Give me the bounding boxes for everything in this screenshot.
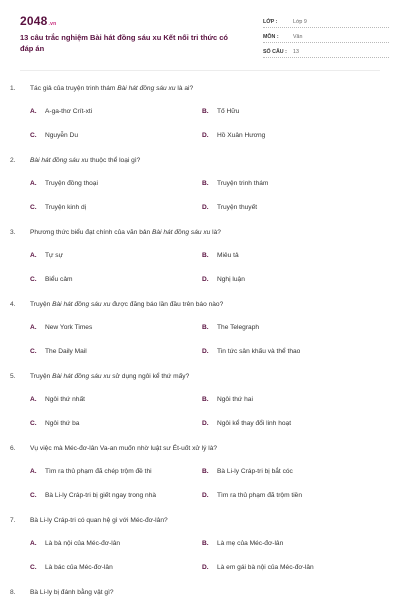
- question-item: [10, 154, 390, 226]
- option-text: The Telegraph: [217, 323, 260, 331]
- logo-suffix: .vn: [48, 21, 57, 27]
- question-number: 4.: [10, 300, 16, 308]
- option-text: The Daily Mail: [45, 347, 87, 355]
- option-letter: D.: [202, 419, 209, 427]
- option-text: Là mẹ của Méc-đơ-lân: [217, 539, 284, 547]
- answer-option[interactable]: [202, 561, 374, 573]
- option-letter: B.: [202, 395, 209, 403]
- option-letter: C.: [30, 347, 37, 355]
- answer-option[interactable]: [202, 489, 374, 501]
- question-number: 1.: [10, 84, 16, 92]
- option-text: Tự sự: [45, 251, 63, 259]
- question-body: [30, 373, 189, 380]
- answer-options: [30, 105, 390, 141]
- answer-option[interactable]: [202, 177, 374, 189]
- option-letter: C.: [30, 275, 37, 283]
- option-letter: C.: [30, 131, 37, 139]
- answer-option[interactable]: [30, 489, 202, 501]
- option-letter: A.: [30, 467, 37, 475]
- answer-option[interactable]: [30, 129, 202, 141]
- answer-option[interactable]: [202, 417, 374, 429]
- option-text: Ngôi thứ ba: [45, 419, 80, 427]
- option-text: Là em gái bà nội của Méc-đơ-lân: [217, 563, 314, 571]
- answer-option[interactable]: [202, 321, 374, 333]
- answer-option[interactable]: [30, 345, 202, 357]
- question-body-part: Phương thức biểu đạt chính của văn bản: [30, 228, 153, 236]
- option-text: Miêu tả: [217, 251, 239, 259]
- question-work-title: Bài hát đồng sáu xu: [152, 228, 211, 236]
- option-letter: A.: [30, 539, 37, 547]
- option-text: Nghị luận: [217, 275, 245, 283]
- option-text: Tìm ra thủ phạm đã chép trộm đề thi: [45, 467, 152, 475]
- question-text: [10, 226, 390, 238]
- option-letter: B.: [202, 323, 209, 331]
- option-text: A-ga-thơ Crít-xti: [45, 107, 93, 115]
- answer-option[interactable]: [30, 177, 202, 189]
- question-text: [10, 298, 390, 310]
- option-text: Bà Li-ly Cráp-tri bị giết ngay trong nhà: [45, 491, 157, 499]
- question-body-part: Tác giả của truyện trinh thám: [30, 84, 118, 92]
- option-letter: C.: [30, 203, 37, 211]
- answer-option[interactable]: [30, 201, 202, 213]
- option-text: Ngôi thứ hai: [217, 395, 253, 403]
- option-letter: C.: [30, 563, 37, 571]
- question-list: [10, 82, 390, 600]
- question-body-part: Truyện: [30, 372, 53, 380]
- option-text: Tìm ra thủ phạm đã trộm tiền: [217, 491, 303, 499]
- question-body: [30, 589, 114, 596]
- option-letter: B.: [202, 251, 209, 259]
- option-letter: D.: [202, 275, 209, 283]
- option-letter: A.: [30, 251, 37, 259]
- meta-key: LỚP :: [263, 19, 278, 25]
- option-text: Ngôi thứ nhất: [45, 395, 85, 403]
- question-body-part: Truyện: [30, 300, 53, 308]
- option-letter: D.: [202, 347, 209, 355]
- question-number: 7.: [10, 516, 16, 524]
- option-text: Là bà nội của Méc-đơ-lân: [45, 539, 121, 547]
- question-item: [10, 370, 390, 442]
- answer-option[interactable]: [30, 465, 202, 477]
- answer-option[interactable]: [30, 561, 202, 573]
- question-text: [10, 370, 390, 382]
- answer-option[interactable]: [30, 417, 202, 429]
- question-body-part: được đăng báo lần đầu trên báo nào?: [110, 300, 224, 308]
- question-number: 8.: [10, 588, 16, 596]
- option-letter: B.: [202, 467, 209, 475]
- option-letter: D.: [202, 131, 209, 139]
- question-body-part: Vụ việc mà Méc-đơ-lân Va-an muốn nhờ luật sư Ét-uốt xử lý là?: [30, 444, 218, 452]
- question-body-part: là ai?: [175, 84, 194, 92]
- meta-row-count: [263, 43, 389, 58]
- question-item: [10, 82, 390, 154]
- answer-option[interactable]: [30, 537, 202, 549]
- meta-key: MÔN :: [263, 34, 279, 40]
- question-number: 5.: [10, 372, 16, 380]
- answer-option[interactable]: [202, 345, 374, 357]
- meta-row-subject: [263, 28, 389, 43]
- option-letter: C.: [30, 491, 37, 499]
- option-letter: A.: [30, 107, 37, 115]
- question-body: [30, 301, 223, 308]
- answer-option[interactable]: [30, 249, 202, 261]
- question-number: 2.: [10, 156, 16, 164]
- question-body-part: là?: [210, 228, 221, 236]
- site-logo[interactable]: [20, 14, 56, 28]
- meta-value: Văn: [293, 34, 303, 40]
- answer-option[interactable]: [30, 105, 202, 117]
- meta-value: Lớp 9: [293, 19, 307, 25]
- option-letter: B.: [202, 179, 209, 187]
- question-text: [10, 442, 390, 454]
- answer-option[interactable]: [202, 201, 374, 213]
- answer-option[interactable]: [202, 129, 374, 141]
- answer-option[interactable]: [202, 465, 374, 477]
- answer-option[interactable]: [30, 393, 202, 405]
- option-letter: A.: [30, 395, 37, 403]
- question-body: [30, 157, 140, 164]
- answer-option[interactable]: [202, 393, 374, 405]
- question-body: [30, 445, 217, 452]
- question-number: 6.: [10, 444, 16, 452]
- option-text: Bà Li-ly Cráp-tri bị bắt cóc: [217, 467, 293, 475]
- header: [10, 0, 390, 76]
- question-body-part: Bà Li-ly Cráp-tri có quan hệ gì với Méc-đơ-lân?: [30, 516, 168, 524]
- question-body: [30, 517, 168, 524]
- answer-option[interactable]: [202, 249, 374, 261]
- option-text: Nguyễn Du: [45, 131, 78, 139]
- question-item: [10, 298, 390, 370]
- option-letter: B.: [202, 539, 209, 547]
- question-body-part: thuộc thể loại gì?: [88, 156, 141, 164]
- meta-value: 13: [293, 49, 299, 55]
- question-item: [10, 514, 390, 586]
- header-divider: [20, 70, 380, 71]
- option-letter: D.: [202, 491, 209, 499]
- answer-options: [30, 465, 390, 501]
- question-item: [10, 226, 390, 298]
- answer-option[interactable]: [202, 273, 374, 285]
- question-item: [10, 442, 390, 514]
- answer-option[interactable]: [30, 273, 202, 285]
- option-text: Tố Hữu: [217, 107, 240, 115]
- option-letter: B.: [202, 107, 209, 115]
- logo-text: 2048: [20, 14, 48, 28]
- question-body-part: Bà Li-ly bị đánh bằng vật gì?: [30, 588, 114, 596]
- question-work-title: Bài hát đồng sáu xu: [30, 156, 89, 164]
- answer-option[interactable]: [30, 321, 202, 333]
- answer-options: [30, 537, 390, 573]
- option-text: Biểu cảm: [45, 275, 73, 283]
- question-number: 3.: [10, 228, 16, 236]
- meta-info: [263, 13, 389, 58]
- question-body: [30, 229, 221, 236]
- question-text: [10, 82, 390, 94]
- answer-options: [30, 177, 390, 213]
- option-letter: D.: [202, 563, 209, 571]
- answer-option[interactable]: [202, 105, 374, 117]
- question-body: [30, 85, 193, 92]
- option-letter: A.: [30, 323, 37, 331]
- answer-options: [30, 393, 390, 429]
- meta-key: SỐ CÂU :: [263, 49, 287, 55]
- question-body-part: sử dụng ngôi kể thứ mấy?: [110, 372, 190, 380]
- answer-options: [30, 249, 390, 285]
- option-letter: A.: [30, 179, 37, 187]
- question-work-title: Bài hát đồng sáu xu: [52, 372, 111, 380]
- option-text: Hồ Xuân Hương: [217, 131, 266, 139]
- question-text: [10, 514, 390, 526]
- option-text: Truyện đồng thoại: [45, 179, 98, 187]
- question-item: [10, 586, 390, 600]
- answer-option[interactable]: [202, 537, 374, 549]
- answer-options: [30, 321, 390, 357]
- document-title: 13 câu trắc nghiệm Bài hát đồng sáu xu Kết nối tri thức có đáp án: [20, 33, 228, 53]
- option-text: Ngôi kể thay đổi linh hoạt: [217, 419, 292, 427]
- option-text: Truyện thuyết: [217, 203, 258, 211]
- option-text: Là bác của Méc-đơ-lân: [45, 563, 113, 571]
- option-letter: C.: [30, 419, 37, 427]
- question-work-title: Bài hát đồng sáu xu: [117, 84, 176, 92]
- option-letter: D.: [202, 203, 209, 211]
- question-text: [10, 586, 390, 598]
- option-text: Truyện kinh dị: [45, 203, 87, 211]
- meta-row-grade: [263, 13, 389, 28]
- option-text: Tin tức sân khấu và thể thao: [217, 347, 301, 355]
- question-text: [10, 154, 390, 166]
- question-work-title: Bài hát đồng sáu xu: [52, 300, 111, 308]
- option-text: New York Times: [45, 323, 93, 331]
- option-text: Truyện trinh thám: [217, 179, 269, 187]
